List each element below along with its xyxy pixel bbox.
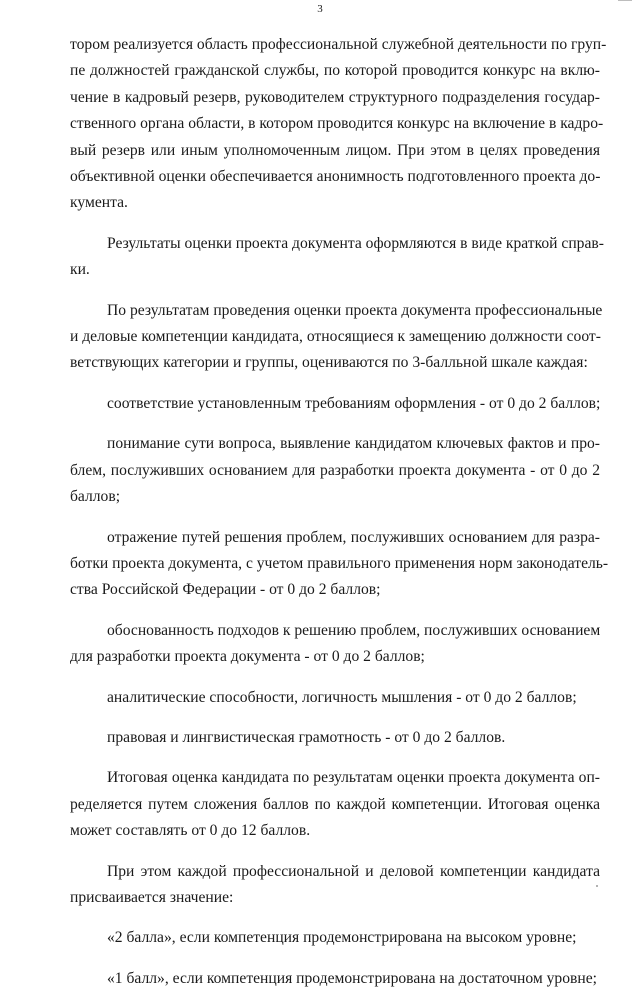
paragraph (70, 32, 607, 217)
text-line: для разработки проекта документа - от 0 до 2 баллов; (70, 648, 425, 666)
text-line: Результаты оценки проекта документа оформляются в виде краткой справ- (107, 234, 604, 252)
text-line: По результатам проведения оценки проекта документа профессиональные (107, 301, 603, 319)
paragraph (70, 431, 600, 510)
text-line: чение в кадровый резерв, руководителем структурного подразделения государ- (70, 88, 600, 106)
text-line: баллов; (70, 488, 121, 506)
text-line: правовая и лингвистическая грамотность - от 0 до 2 баллов. (107, 728, 506, 746)
text-line: При этом каждой профессиональной и деловой компетенции кандидата (107, 862, 600, 880)
text-line: присваивается значение: (70, 888, 234, 906)
text-line: может составлять от 0 до 12 баллов. (70, 822, 311, 840)
text-line: понимание сути вопроса, выявление кандидатом ключевых фактов и про- (107, 435, 600, 453)
text-line: соответствие установленным требованиям оформления - от 0 до 2 баллов; (107, 394, 601, 412)
page-number: 3 (317, 3, 323, 15)
text-line: ределяется путем сложения баллов по каждой компетенции. Итоговая оценка (70, 795, 600, 813)
text-line: обоснованность подходов к решению проблем, послуживших основанием (107, 621, 601, 639)
text-line: «1 балл», если компетенция продемонстрирована на достаточном уровне; (107, 969, 597, 987)
text-line: ветствующих категории и группы, оцениваются по 3-балльной шкале каждая: (70, 354, 588, 372)
paragraph (70, 391, 600, 417)
paragraph (70, 525, 609, 604)
paragraph (70, 859, 600, 912)
text-line: объективной оценки обеспечивается анонимность подготовленного проекта до- (70, 168, 601, 186)
paragraph (70, 966, 600, 992)
text-line: тором реализуется область профессиональной служебной деятельности по груп- (70, 36, 607, 53)
paragraph (70, 618, 600, 671)
document-body (70, 32, 609, 992)
paragraph (70, 765, 600, 844)
paragraph (70, 725, 600, 751)
paragraph (70, 298, 603, 377)
text-line: пе должностей гражданской службы, по которой проводится конкурс на вклю- (70, 62, 600, 80)
text-line: кумента. (70, 194, 128, 212)
text-line: «2 балла», если компетенция продемонстрирована на высоком уровне; (107, 929, 577, 947)
text-line: аналитические способности, логичность мышления - от 0 до 2 баллов; (107, 688, 577, 706)
paragraph (70, 231, 604, 284)
text-line: ственного органа области, в котором проводится конкурс на включение в кадро- (70, 115, 604, 133)
text-line: блем, послуживших основанием для разработки проекта документа - от 0 до 2 (70, 461, 600, 479)
text-line: ства Российской Федерации - от 0 до 2 баллов; (70, 581, 381, 599)
text-line: ботки проекта документа, с учетом правильного применения норм законодатель- (70, 554, 609, 572)
text-line: ки. (70, 261, 90, 279)
text-line: и деловые компетенции кандидата, относящиеся к замещению должности соот- (70, 328, 601, 346)
text-line: Итоговая оценка кандидата по результатам оценки проекта документа оп- (107, 769, 600, 787)
text-line: отражение путей решения проблем, послуживших основанием для разра- (107, 528, 600, 546)
scan-speck (596, 885, 598, 887)
paragraph (70, 925, 600, 951)
paragraph (70, 685, 600, 711)
text-line: вый резерв или иным уполномоченным лицом. При этом в целях проведения (70, 141, 600, 159)
